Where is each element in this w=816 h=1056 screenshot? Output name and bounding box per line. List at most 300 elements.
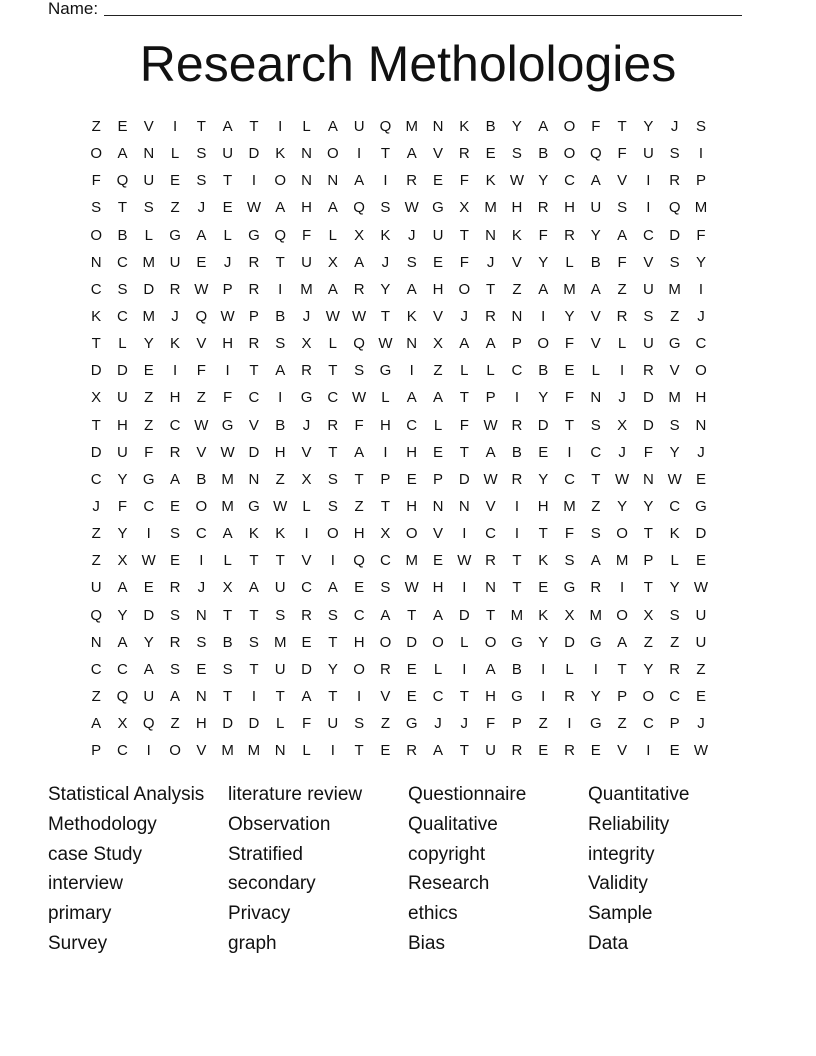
grid-letter: J: [618, 443, 626, 461]
grid-letter: U: [143, 687, 155, 705]
grid-letter: T: [223, 172, 233, 190]
grid-letter: O: [353, 660, 365, 678]
grid-letter: V: [590, 335, 601, 353]
word-list-item: Qualitative: [408, 813, 498, 835]
grid-letter: A: [354, 253, 365, 271]
grid-letter: S: [564, 552, 575, 570]
grid-letter: R: [564, 742, 575, 760]
grid-letter: Z: [354, 497, 364, 515]
grid-letter: U: [90, 579, 102, 597]
grid-letter: H: [353, 633, 365, 651]
grid-row: [83, 737, 714, 764]
grid-letter: A: [91, 715, 102, 733]
grid-letter: U: [642, 280, 654, 298]
grid-letter: M: [510, 606, 524, 624]
grid-letter: U: [642, 145, 654, 163]
grid-letter: D: [90, 443, 102, 461]
grid-letter: X: [433, 335, 444, 353]
grid-letter: J: [407, 226, 416, 244]
grid-letter: E: [433, 253, 444, 271]
grid-letter: N: [301, 145, 312, 163]
grid-letter: V: [669, 362, 680, 380]
grid-letter: S: [327, 470, 338, 488]
grid-letter: X: [643, 606, 654, 624]
grid-letter: E: [301, 633, 312, 651]
grid-letter: N: [406, 335, 418, 353]
grid-letter: F: [354, 416, 364, 434]
grid-letter: E: [433, 172, 444, 190]
grid-letter: W: [693, 579, 709, 597]
grid-letter: Z: [91, 525, 101, 543]
grid-letter: Y: [117, 525, 128, 543]
grid-letter: W: [220, 443, 235, 461]
grid-letter: Z: [433, 362, 443, 380]
grid-letter: E: [695, 687, 706, 705]
grid-letter: H: [432, 579, 444, 597]
grid-letter: T: [91, 416, 101, 434]
grid-letter: J: [197, 199, 206, 217]
grid-letter: K: [406, 307, 417, 325]
grid-letter: M: [247, 742, 261, 760]
grid-letter: X: [222, 579, 233, 597]
grid-letter: E: [196, 660, 207, 678]
grid-row: [83, 330, 714, 357]
grid-letter: M: [300, 280, 313, 298]
grid-letter: Z: [670, 633, 680, 651]
grid-letter: F: [564, 389, 575, 407]
grid-letter: I: [541, 687, 546, 705]
grid-letter: N: [90, 633, 102, 651]
grid-letter: O: [90, 145, 102, 163]
grid-letter: G: [142, 470, 155, 488]
grid-letter: X: [564, 606, 575, 624]
grid-letter: R: [169, 579, 181, 597]
grid-letter: U: [695, 633, 707, 651]
grid-letter: B: [538, 362, 549, 380]
page-title: Research Metholologies: [139, 36, 677, 92]
grid-letter: R: [590, 579, 602, 597]
grid-letter: I: [541, 660, 546, 678]
grid-row: [83, 194, 714, 221]
grid-letter: W: [220, 307, 235, 325]
word-list-item: Bias: [408, 932, 445, 954]
grid-letter: L: [565, 253, 574, 271]
grid-letter: N: [143, 145, 155, 163]
grid-letter: N: [432, 118, 444, 135]
grid-letter: M: [142, 307, 155, 325]
grid-letter: O: [616, 525, 628, 543]
grid-letter: C: [143, 497, 155, 515]
grid-letter: S: [196, 145, 207, 163]
grid-letter: A: [406, 280, 417, 298]
grid-letter: F: [643, 443, 653, 461]
grid-letter: H: [485, 687, 497, 705]
grid-letter: E: [170, 552, 181, 570]
grid-letter: T: [512, 579, 522, 597]
grid-letter: R: [642, 362, 654, 380]
grid-letter: T: [223, 606, 233, 624]
grid-letter: C: [642, 715, 654, 733]
grid-letter: R: [485, 307, 497, 325]
grid-letter: A: [354, 172, 365, 190]
grid-letter: P: [91, 742, 102, 760]
grid-letter: H: [301, 199, 312, 217]
grid-letter: J: [460, 715, 469, 733]
grid-letter: Q: [353, 199, 365, 217]
grid-letter: M: [589, 606, 603, 624]
grid-letter: S: [695, 118, 706, 135]
grid-letter: T: [275, 253, 285, 271]
grid-letter: S: [117, 280, 128, 298]
grid-letter: L: [460, 362, 469, 380]
grid-letter: N: [432, 497, 444, 515]
grid-letter: L: [328, 335, 337, 353]
grid-letter: B: [538, 145, 549, 163]
grid-letter: Y: [538, 389, 549, 407]
grid-letter: O: [379, 633, 392, 651]
grid-row: [83, 357, 714, 384]
grid-letter: S: [275, 335, 286, 353]
grid-letter: G: [589, 715, 602, 733]
grid-letter: N: [511, 307, 523, 325]
grid-letter: F: [617, 145, 627, 163]
grid-letter: W: [246, 199, 262, 217]
word-list-item: Observation: [228, 813, 331, 835]
grid-letter: D: [458, 470, 470, 488]
word-list-item: case Study: [48, 843, 142, 865]
grid-letter: N: [327, 172, 339, 190]
grid-letter: K: [248, 525, 259, 543]
grid-letter: W: [273, 497, 288, 515]
grid-letter: N: [485, 226, 497, 244]
grid-letter: A: [275, 362, 286, 380]
grid-letter: Z: [643, 633, 653, 651]
grid-letter: I: [514, 389, 519, 407]
grid-letter: I: [698, 145, 704, 163]
grid-letter: S: [406, 253, 417, 271]
grid-letter: R: [669, 172, 681, 190]
word-list-item: Data: [588, 932, 629, 954]
grid-letter: K: [485, 172, 496, 190]
grid-letter: C: [669, 497, 681, 515]
grid-row: [83, 574, 714, 601]
grid-letter: S: [91, 199, 102, 217]
grid-letter: D: [642, 389, 654, 407]
grid-letter: O: [274, 172, 287, 190]
grid-letter: I: [383, 443, 388, 461]
grid-letter: J: [381, 253, 390, 271]
grid-letter: Z: [670, 307, 680, 325]
word-list: [48, 780, 768, 959]
grid-letter: E: [406, 470, 417, 488]
grid-letter: S: [590, 416, 601, 434]
grid-letter: W: [141, 552, 156, 570]
grid-letter: G: [432, 199, 444, 217]
grid-letter: G: [248, 226, 260, 244]
grid-letter: T: [643, 525, 653, 543]
grid-letter: C: [117, 660, 128, 678]
grid-letter: I: [620, 362, 625, 380]
grid-letter: D: [248, 715, 260, 733]
grid-letter: R: [485, 552, 497, 570]
grid-letter: T: [380, 307, 390, 325]
grid-letter: A: [538, 118, 549, 135]
grid-letter: I: [462, 660, 467, 678]
grid-letter: O: [326, 525, 339, 543]
grid-letter: T: [380, 145, 390, 163]
grid-letter: C: [90, 280, 102, 298]
grid-letter: K: [669, 525, 680, 543]
grid-letter: J: [486, 253, 495, 271]
grid-letter: U: [222, 145, 234, 163]
grid-letter: X: [327, 253, 338, 271]
grid-letter: D: [406, 633, 418, 651]
grid-letter: I: [646, 172, 651, 190]
grid-letter: J: [618, 389, 626, 407]
grid-letter: N: [274, 742, 286, 760]
grid-letter: Z: [617, 280, 627, 298]
grid-letter: O: [695, 362, 707, 380]
grid-row: [83, 710, 714, 737]
grid-letter: J: [697, 715, 705, 733]
grid-letter: B: [275, 416, 286, 434]
grid-letter: I: [278, 118, 283, 135]
grid-row: [83, 249, 714, 276]
grid-letter: O: [484, 633, 497, 651]
grid-letter: D: [248, 443, 260, 461]
grid-letter: H: [117, 416, 128, 434]
grid-letter: T: [196, 118, 206, 135]
grid-letter: X: [354, 226, 365, 244]
grid-letter: G: [589, 633, 602, 651]
grid-letter: I: [251, 687, 257, 705]
grid-letter: X: [117, 552, 128, 570]
grid-letter: W: [352, 389, 367, 407]
grid-letter: R: [248, 335, 260, 353]
grid-letter: H: [169, 389, 181, 407]
grid-letter: U: [169, 253, 181, 271]
grid-letter: L: [144, 226, 153, 244]
grid-letter: O: [458, 280, 471, 298]
grid-letter: R: [511, 742, 523, 760]
grid-letter: J: [171, 307, 179, 325]
grid-letter: N: [590, 389, 602, 407]
grid-letter: O: [432, 633, 444, 651]
grid-letter: C: [90, 470, 102, 488]
grid-letter: V: [433, 307, 444, 325]
grid-letter: O: [405, 525, 418, 543]
grid-letter: T: [275, 552, 285, 570]
grid-letter: T: [354, 470, 364, 488]
grid-letter: D: [642, 416, 654, 434]
grid-letter: G: [511, 633, 523, 651]
grid-letter: Z: [170, 199, 180, 217]
grid-row: [83, 656, 714, 683]
grid-letter: A: [433, 606, 444, 624]
grid-letter: V: [433, 145, 444, 163]
grid-letter: C: [353, 606, 365, 624]
grid-letter: I: [225, 362, 230, 380]
grid-letter: S: [170, 660, 181, 678]
grid-row: [83, 276, 714, 303]
grid-letter: U: [301, 253, 312, 271]
grid-letter: P: [222, 280, 233, 298]
grid-letter: S: [380, 579, 391, 597]
grid-letter: T: [459, 687, 469, 705]
grid-letter: Z: [696, 660, 706, 678]
grid-letter: H: [406, 497, 418, 515]
grid-letter: T: [512, 552, 522, 570]
grid-letter: P: [617, 687, 628, 705]
grid-letter: X: [617, 416, 628, 434]
grid-row: [83, 439, 714, 466]
grid-letter: T: [275, 687, 285, 705]
grid-letter: T: [380, 497, 390, 515]
grid-letter: I: [593, 660, 598, 678]
grid-letter: S: [590, 525, 601, 543]
grid-letter: C: [485, 525, 497, 543]
grid-letter: G: [248, 497, 260, 515]
grid-letter: S: [354, 715, 365, 733]
grid-letter: L: [118, 335, 127, 353]
grid-row: [83, 602, 714, 629]
grid-letter: W: [693, 742, 709, 760]
grid-letter: D: [143, 606, 155, 624]
grid-letter: S: [275, 606, 286, 624]
grid-letter: E: [354, 579, 365, 597]
grid-letter: P: [485, 389, 496, 407]
grid-letter: Y: [538, 470, 549, 488]
grid-letter: S: [143, 199, 154, 217]
grid-letter: L: [302, 118, 311, 135]
grid-letter: K: [538, 552, 549, 570]
grid-letter: E: [170, 497, 181, 515]
grid-letter: K: [538, 606, 549, 624]
grid-letter: Q: [589, 145, 602, 163]
grid-letter: M: [221, 497, 234, 515]
grid-letter: T: [328, 633, 338, 651]
grid-letter: L: [460, 633, 469, 651]
grid-letter: T: [117, 199, 128, 217]
grid-letter: F: [91, 172, 101, 190]
grid-letter: N: [90, 253, 102, 271]
grid-letter: I: [383, 172, 388, 190]
grid-letter: G: [221, 416, 234, 434]
grid-row: [83, 167, 714, 194]
grid-letter: L: [328, 226, 337, 244]
grid-letter: J: [434, 715, 442, 733]
grid-letter: A: [406, 389, 417, 407]
grid-letter: R: [511, 416, 523, 434]
grid-letter: U: [432, 226, 444, 244]
grid-letter: T: [249, 660, 259, 678]
grid-letter: D: [222, 715, 234, 733]
grid-letter: W: [404, 199, 419, 217]
grid-letter: F: [696, 226, 706, 244]
grid-letter: N: [458, 497, 470, 515]
grid-letter: W: [615, 470, 630, 488]
grid-letter: Z: [91, 687, 101, 705]
grid-letter: T: [538, 525, 548, 543]
grid-letter: E: [695, 470, 706, 488]
grid-letter: S: [511, 145, 522, 163]
grid-letter: U: [642, 335, 654, 353]
grid-letter: E: [406, 687, 417, 705]
grid-letter: F: [144, 443, 154, 461]
grid-letter: C: [590, 443, 602, 461]
grid-letter: F: [117, 497, 128, 515]
grid-letter: H: [353, 525, 365, 543]
grid-letter: D: [90, 362, 102, 380]
grid-letter: F: [301, 715, 312, 733]
grid-letter: T: [407, 606, 417, 624]
grid-letter: E: [669, 742, 680, 760]
grid-letter: U: [274, 579, 286, 597]
grid-letter: B: [117, 226, 128, 244]
grid-letter: F: [196, 362, 206, 380]
grid-letter: L: [433, 660, 443, 678]
grid-row: [83, 384, 714, 411]
grid-letter: S: [669, 416, 680, 434]
grid-letter: A: [275, 199, 286, 217]
grid-letter: I: [541, 307, 546, 325]
grid-letter: Y: [117, 470, 128, 488]
grid-letter: C: [511, 362, 523, 380]
grid-letter: A: [433, 389, 444, 407]
grid-letter: A: [327, 118, 338, 135]
grid-letter: S: [380, 199, 391, 217]
grid-letter: V: [143, 118, 154, 135]
grid-letter: I: [646, 199, 651, 217]
grid-letter: I: [357, 145, 362, 163]
grid-letter: S: [196, 633, 207, 651]
grid-letter: A: [222, 525, 233, 543]
grid-letter: L: [223, 552, 232, 570]
grid-letter: B: [511, 443, 522, 461]
grid-letter: P: [643, 552, 654, 570]
grid-letter: O: [616, 606, 628, 624]
grid-letter: A: [354, 443, 365, 461]
grid-letter: T: [328, 362, 338, 380]
grid-letter: M: [668, 280, 681, 298]
grid-letter: I: [172, 118, 178, 135]
grid-letter: C: [669, 687, 681, 705]
word-list-item: Questionnaire: [408, 784, 527, 805]
grid-letter: D: [458, 606, 470, 624]
grid-letter: M: [615, 552, 629, 570]
grid-letter: I: [199, 552, 204, 570]
grid-letter: V: [301, 443, 312, 461]
grid-letter: V: [196, 335, 207, 353]
grid-letter: O: [326, 145, 339, 163]
name-label: Name:: [48, 0, 99, 18]
grid-letter: H: [379, 416, 391, 434]
grid-letter: R: [564, 226, 575, 244]
grid-letter: G: [169, 226, 181, 244]
grid-letter: R: [379, 660, 391, 678]
grid-letter: A: [117, 145, 128, 163]
grid-letter: W: [483, 470, 498, 488]
grid-letter: H: [274, 443, 286, 461]
grid-letter: D: [301, 660, 312, 678]
word-list-item: integrity: [588, 843, 655, 865]
grid-letter: E: [590, 742, 601, 760]
grid-letter: Y: [590, 687, 601, 705]
grid-letter: T: [617, 118, 627, 135]
grid-letter: Q: [90, 606, 102, 624]
grid-letter: Z: [275, 470, 285, 488]
grid-letter: A: [485, 660, 496, 678]
